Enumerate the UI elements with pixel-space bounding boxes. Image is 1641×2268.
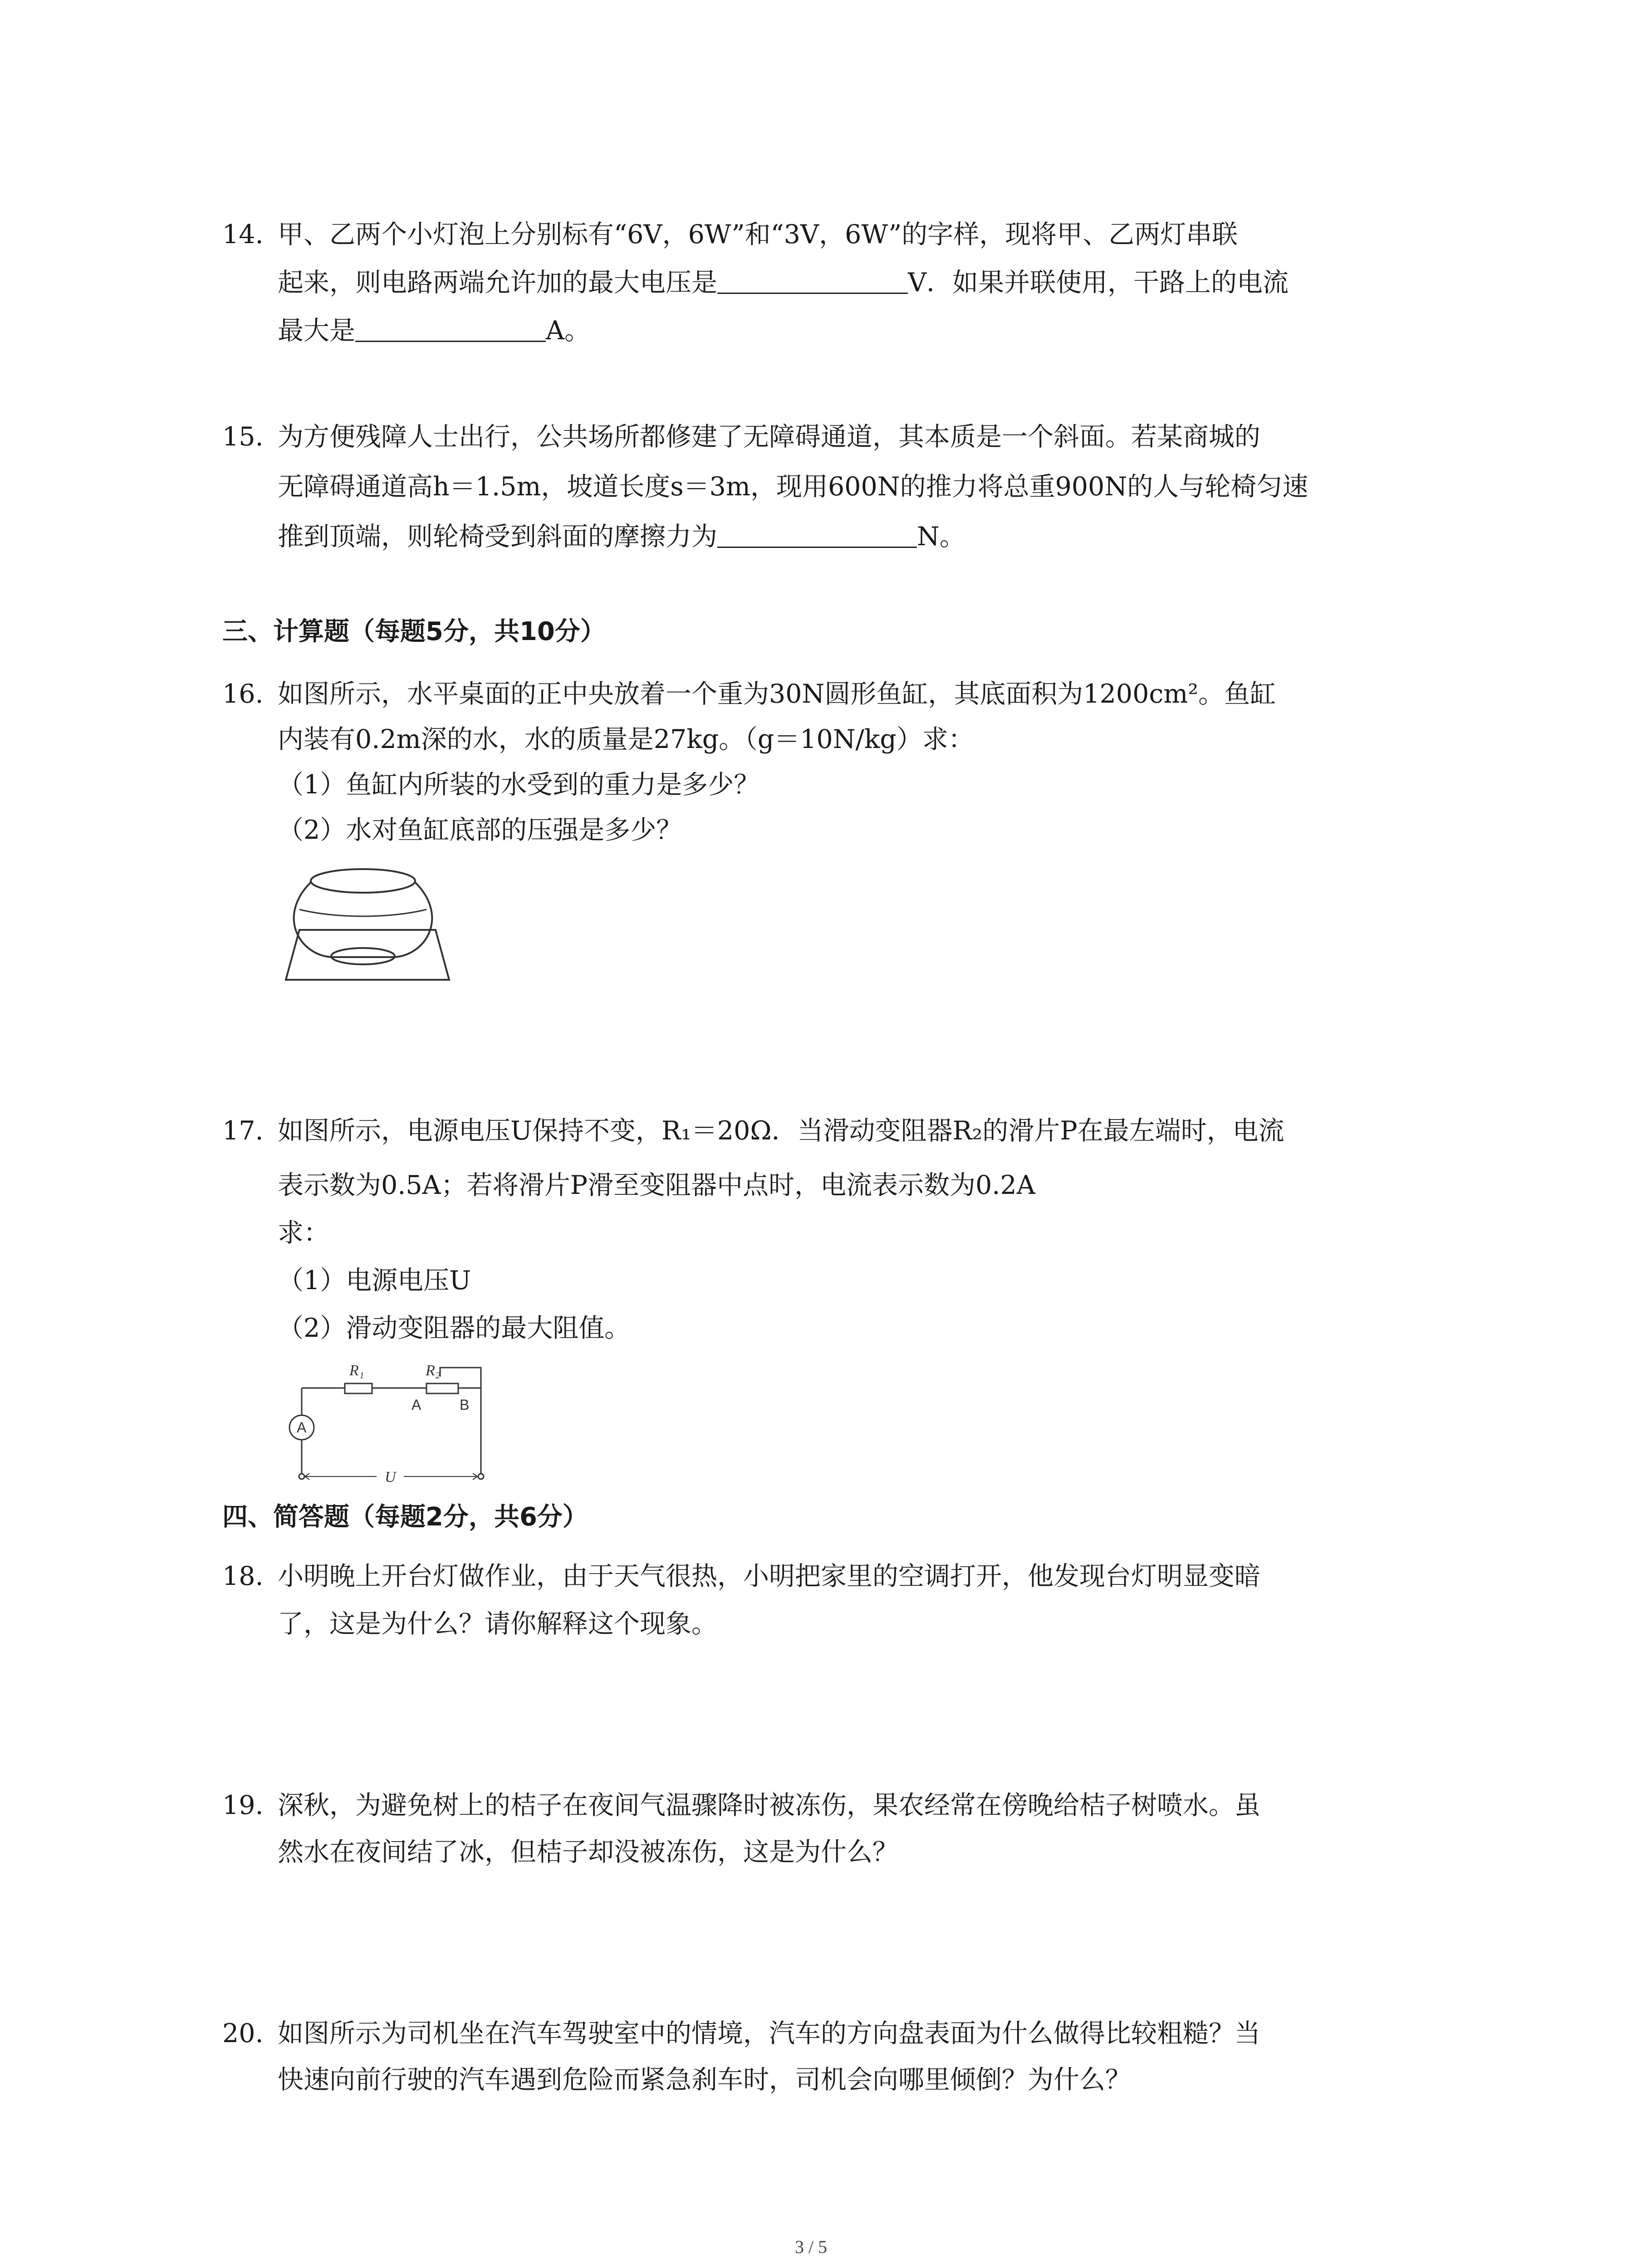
- q15-line2: 无障碍通道高h＝1.5m，坡道长度s＝3m，现用600N的推力将总重900N的人与轮椅匀速: [278, 472, 1308, 502]
- q20-line2: 快速向前行驶的汽车遇到危险而紧急刹车时，司机会向哪里倾倒？为什么？: [278, 2065, 1131, 2095]
- slider-p: [440, 1368, 481, 1388]
- q16-line2: 内装有0.2m深的水，水的质量是27kg。（g＝10N/kg）求：: [278, 724, 974, 754]
- q16-number: 16.: [222, 679, 264, 709]
- q15-number: 15.: [222, 422, 264, 452]
- q15-line3: [278, 521, 965, 552]
- section-4-heading: 四、简答题（每题2分，共6分）: [222, 1502, 588, 1532]
- q14-line2-text-b: V．如果并联使用，干路上的电流: [908, 268, 1289, 298]
- label-b-end: B: [460, 1397, 470, 1413]
- q14-line3: [278, 315, 590, 347]
- q18-line2: 了，这是为什么？请你解释这个现象。: [278, 1609, 717, 1639]
- q17-sub1: （1）电源电压U: [278, 1266, 471, 1295]
- q14-number: 14.: [222, 220, 264, 249]
- table-top: [286, 930, 449, 980]
- q19-number: 19.: [222, 1790, 264, 1820]
- resistor-r2: [426, 1383, 458, 1393]
- q15-line1: 为方便残障人士出行，公共场所都修建了无障碍通道，其本质是一个斜面。若某商城的: [278, 422, 1260, 452]
- q20-line1: 如图所示为司机坐在汽车驾驶室中的情境，汽车的方向盘表面为什么做得比较粗糙？当: [278, 2019, 1260, 2048]
- bowl-rim: [311, 869, 415, 893]
- page-number: 3 / 5: [795, 2237, 828, 2257]
- fishbowl-figure: [281, 857, 454, 987]
- q18-line1: 小明晚上开台灯做作业，由于天气很热，小明把家里的空调打开，他发现台灯明显变暗: [278, 1561, 1260, 1591]
- q15-answer-blank[interactable]: [717, 524, 917, 548]
- q14-line3-text-b: A。: [546, 316, 591, 346]
- q18-number: 18.: [222, 1561, 264, 1591]
- q17-line2: 表示数为0.5A；若将滑片P滑至变阻器中点时，电流表示数为0.2A: [278, 1170, 1035, 1200]
- terminal-left: [299, 1474, 304, 1479]
- ammeter-label: A: [297, 1419, 307, 1436]
- q14-line2: [278, 267, 1288, 298]
- q14-answer-blank-2[interactable]: [355, 318, 546, 342]
- q17-line3: 求：: [278, 1218, 329, 1248]
- q14-line3-text-a: 最大是: [278, 316, 355, 346]
- q17-sub2: （2）滑动变阻器的最大阻值。: [278, 1313, 631, 1343]
- q14-line1: 甲、乙两个小灯泡上分别标有“6V，6W”和“3V，6W”的字样，现将甲、乙两灯串联: [278, 220, 1238, 249]
- q15-line3-text-b: N。: [917, 522, 965, 552]
- q14-answer-blank-1[interactable]: [717, 270, 908, 294]
- q17-line1: 如图所示，电源电压U保持不变，R₁＝20Ω．当滑动变阻器R₂的滑片P在最左端时，电流: [278, 1116, 1284, 1146]
- q16-sub2: （2）水对鱼缸底部的压强是多少？: [278, 815, 682, 845]
- section-3-heading: 三、计算题（每题5分，共10分）: [222, 617, 606, 646]
- q19-line2: 然水在夜间结了冰，但桔子却没被冻伤，这是为什么？: [278, 1837, 898, 1867]
- circuit-diagram: [281, 1356, 499, 1488]
- q17-number: 17.: [222, 1116, 264, 1146]
- label-r1: R₁: [349, 1362, 364, 1379]
- label-a-end: A: [411, 1397, 421, 1413]
- q19-line1: 深秋，为避免树上的桔子在夜间气温骤降时被冻伤，果农经常在傍晚给桔子树喷水。虽: [278, 1790, 1260, 1820]
- label-u: U: [385, 1469, 396, 1486]
- terminal-right: [478, 1474, 484, 1479]
- q20-number: 20.: [222, 2019, 264, 2048]
- q16-sub1: （1）鱼缸内所装的水受到的重力是多少？: [278, 770, 760, 800]
- q16-line1: 如图所示，水平桌面的正中央放着一个重为30N圆形鱼缸，其底面积为1200cm²。鱼缸: [278, 679, 1276, 709]
- resistor-r1: [345, 1383, 372, 1393]
- q15-line3-text-a: 推到顶端，则轮椅受到斜面的摩擦力为: [278, 522, 717, 552]
- q14-line2-text-a: 起来，则电路两端允许加的最大电压是: [278, 268, 717, 298]
- water-line: [299, 909, 426, 916]
- label-r2: R₂: [426, 1362, 441, 1379]
